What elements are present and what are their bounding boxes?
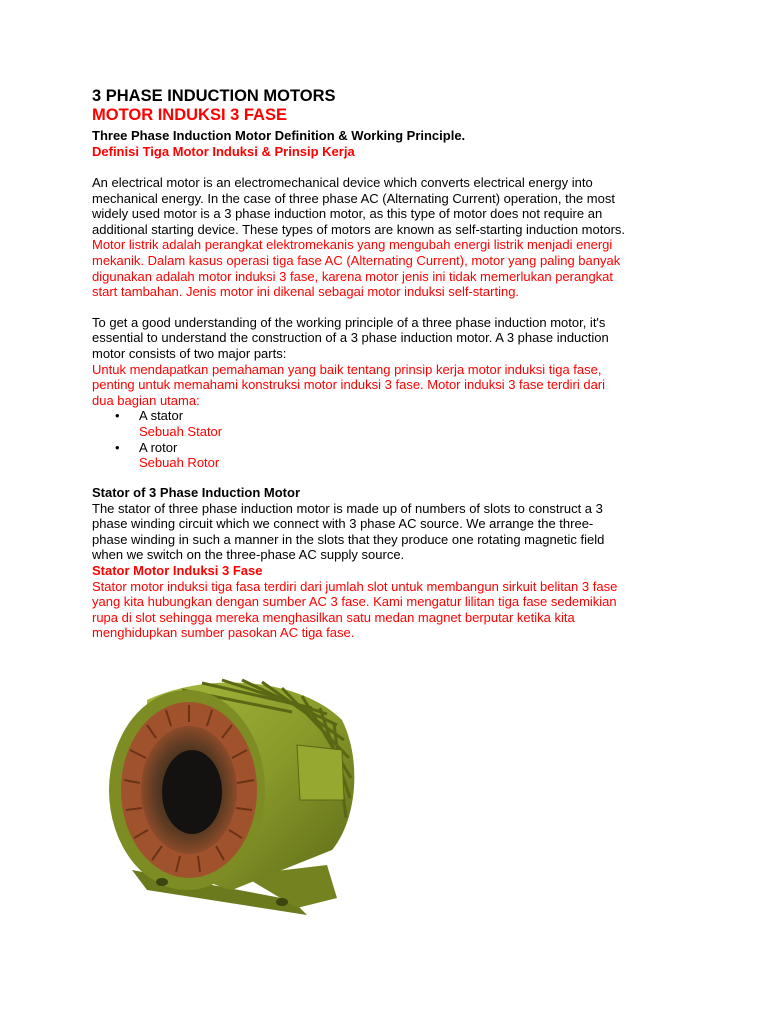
paragraph-line: mekanik. Dalam kasus operasi tiga fase AC (Alternating Current), motor yang paling banyak [92, 252, 621, 268]
paragraph-line: digunakan adalah motor induksi 3 fase, karena motor jenis ini tidak memerlukan perangkat [92, 268, 614, 284]
document-page [92, 86, 692, 641]
document-subtitle-translation: Definisi Tiga Motor Induksi & Prinsip Kerja [92, 144, 355, 159]
paragraph-line: yang kita hubungkan dengan sumber AC 3 fase. Kami mengatur lilitan tiga fase sedemikian [92, 594, 617, 610]
document-title-translation: MOTOR INDUKSI 3 FASE [92, 106, 287, 124]
paragraph-line: Stator motor induksi tiga fasa terdiri dari jumlah slot untuk membangun sirkuit belitan 3 fase [92, 578, 618, 594]
stator-paragraph-translation [92, 579, 692, 641]
paragraph-line: mechanical energy. In the case of three phase AC (Alternating Current) operation, the most [92, 190, 615, 206]
part-label: A stator [139, 408, 184, 424]
paragraph-line: widely used motor is a 3 phase induction motor, as this type of motor does not require an [92, 206, 603, 222]
bullet-icon: • [115, 408, 120, 424]
paragraph-line: An electrical motor is an electromechanical device which converts electrical energy into [92, 175, 593, 190]
paragraph-intro [92, 175, 692, 237]
list-item [92, 440, 692, 471]
paragraph-line: Motor listrik adalah perangkat elektromekanis yang mengubah energi listrik menjadi energi [92, 237, 613, 253]
paragraph-line: The stator of three phase induction motor is made up of numbers of slots to construct a 3 [92, 500, 603, 516]
paragraph-line: phase winding in such a manner in the slots that they produce one rotating magnetic field [92, 531, 605, 547]
paragraph-construction [92, 315, 692, 362]
document-title: 3 PHASE INDUCTION MOTORS [92, 87, 336, 105]
document-subtitle: Three Phase Induction Motor Definition & Working Principle. [92, 128, 466, 143]
part-label-translation: Sebuah Rotor [139, 455, 220, 471]
paragraph-line: Untuk mendapatkan pemahaman yang baik tentang prinsip kerja motor induksi tiga fase, [92, 361, 602, 377]
stator-section-title-translation: Stator Motor Induksi 3 Fase [92, 563, 263, 579]
paragraph-line: when we switch on the three-phase AC supply source. [92, 547, 405, 563]
paragraph-line: To get a good understanding of the working principle of a three phase induction motor, it's [92, 314, 606, 330]
paragraph-line: essential to understand the construction of a 3 phase induction motor. A 3 phase induction [92, 330, 609, 346]
stator-section-title: Stator of 3 Phase Induction Motor [92, 484, 301, 500]
paragraph-line: additional starting device. These types of motors are known as self-starting induction motors. [92, 221, 626, 237]
list-item [92, 408, 692, 439]
stator-paragraph [92, 501, 692, 563]
paragraph-line: penting untuk memahami konstruksi motor induksi 3 fase. Motor induksi 3 fase terdiri dari [92, 377, 606, 393]
paragraph-line: start tambahan. Jenis motor ini dikenal sebagai motor induksi self-starting. [92, 284, 520, 300]
stator-motor-image [92, 650, 372, 922]
part-label: A rotor [139, 439, 178, 455]
paragraph-line: phase winding circuit which we connect with 3 phase AC source. We arrange the three- [92, 516, 594, 532]
paragraph-line: dua bagian utama: [92, 392, 200, 408]
motor-parts-list [92, 408, 692, 470]
paragraph-intro-translation [92, 237, 692, 299]
paragraph-line: menghidupkan sumber pasokan AC tiga fase. [92, 625, 355, 641]
paragraph-line: rupa di slot sehingga mereka menghasilkan satu medan magnet berputar ketika kita [92, 609, 575, 625]
part-label-translation: Sebuah Stator [139, 423, 223, 439]
bullet-icon: • [115, 439, 120, 455]
paragraph-construction-translation [92, 362, 692, 409]
paragraph-line: motor consists of two major parts: [92, 345, 287, 361]
